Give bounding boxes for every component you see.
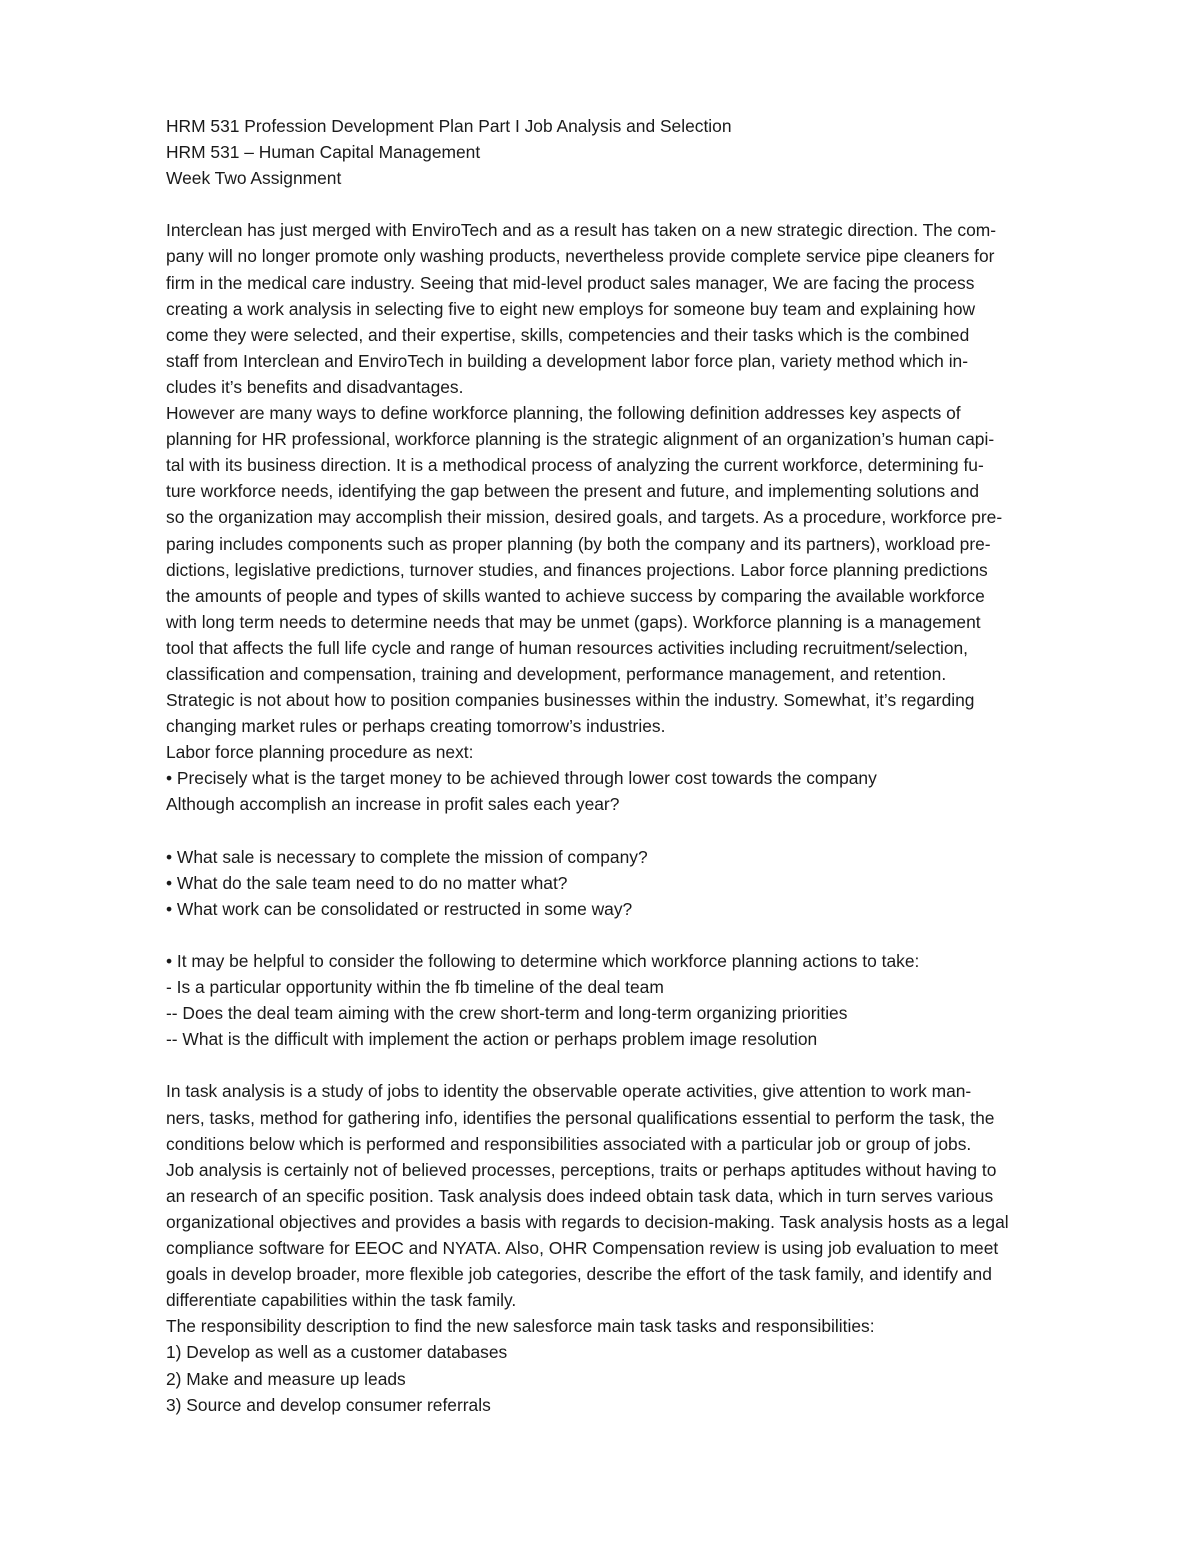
text-line: Labor force planning procedure as next: <box>166 742 474 763</box>
document-title: HRM 531 Profession Development Plan Part I Job Analysis and Selection <box>166 116 732 136</box>
numbered-item: 2) Make and measure up leads <box>166 1368 406 1389</box>
text-line: Job analysis is certainly not of believed processes, perceptions, traits or perhaps aptitudes without having to <box>166 1159 997 1180</box>
text-line: organizational objectives and provides a basis with regards to decision-making. Task analysis hosts as a legal <box>166 1211 1009 1232</box>
text-line: staff from Interclean and EnviroTech in building a development labor force plan, variety method which in- <box>166 350 969 371</box>
text-line: goals in develop broader, more flexible job categories, describe the effort of the task family, and identify and <box>166 1264 992 1285</box>
bullet-list-considerations <box>166 948 1116 1052</box>
document-body <box>166 113 1116 1418</box>
text-line: classification and compensation, training and development, performance management, and retention. <box>166 663 947 684</box>
paragraph-workforce-planning <box>166 400 1116 818</box>
paragraph-task-analysis <box>166 1078 1116 1417</box>
numbered-item: 1) Develop as well as a customer databases <box>166 1342 508 1363</box>
blank-line <box>166 818 1116 844</box>
text-line: cludes it’s benefits and disadvantages. <box>166 376 464 397</box>
text-line: The responsibility description to find the new salesforce main task tasks and responsibilities: <box>166 1316 875 1337</box>
text-line: conditions below which is performed and responsibilities associated with a particular job or group of jobs. <box>166 1133 972 1154</box>
text-line: come they were selected, and their expertise, skills, competencies and their tasks which is the combined <box>166 324 970 345</box>
text-line: • Precisely what is the target money to be achieved through lower cost towards the company <box>166 768 877 789</box>
text-line: dictions, legislative predictions, turnover studies, and finances projections. Labor force planning predictions <box>166 559 988 580</box>
text-line: so the organization may accomplish their mission, desired goals, and targets. As a procedure, workforce pre- <box>166 507 1003 528</box>
paragraph-intro <box>166 217 1116 400</box>
blank-line <box>166 922 1116 948</box>
text-line: pany will no longer promote only washing products, nevertheless provide complete service pipe cleaners for <box>166 246 995 267</box>
text-line: Although accomplish an increase in profit sales each year? <box>166 794 620 815</box>
text-line: tool that affects the full life cycle and range of human resources activities including recruitment/selection, <box>166 637 968 658</box>
list-item: • It may be helpful to consider the following to determine which workforce planning actions to take: <box>166 951 920 971</box>
list-item: -- What is the difficult with implement the action or perhaps problem image resolution <box>166 1029 818 1050</box>
list-item: -- Does the deal team aiming with the crew short-term and long-term organizing priorities <box>166 1003 848 1024</box>
text-line: tal with its business direction. It is a methodical process of analyzing the current workforce, determining fu- <box>166 455 984 476</box>
list-item: • What work can be consolidated or restructed in some way? <box>166 898 633 919</box>
text-line: paring includes components such as proper planning (by both the company and its partners), workload pre- <box>166 533 991 554</box>
text-line: ture workforce needs, identifying the gap between the present and future, and implementing solutions and <box>166 481 980 502</box>
text-line: creating a work analysis in selecting five to eight new employs for someone buy team and explaining how <box>166 298 976 319</box>
text-line: the amounts of people and types of skills wanted to achieve success by comparing the available workforce <box>166 585 985 606</box>
text-line: In task analysis is a study of jobs to identity the observable operate activities, give attention to work man- <box>166 1081 972 1102</box>
text-line: with long term needs to determine needs that may be unmet (gaps). Workforce planning is a management <box>166 611 981 632</box>
text-line: differentiate capabilities within the task family. <box>166 1290 517 1311</box>
text-line: an research of an specific position. Task analysis does indeed obtain task data, which in turn serves various <box>166 1185 994 1206</box>
text-line: Interclean has just merged with EnviroTech and as a result has taken on a new strategic direction. The com- <box>166 220 997 241</box>
bullet-list-questions <box>166 844 1116 922</box>
assignment-week: Week Two Assignment <box>166 168 342 189</box>
list-item: • What sale is necessary to complete the mission of company? <box>166 846 648 867</box>
text-line: compliance software for EEOC and NYATA. Also, OHR Compensation review is using job evaluation to meet <box>166 1238 999 1259</box>
blank-line <box>166 1052 1116 1078</box>
course-name: HRM 531 – Human Capital Management <box>166 142 481 163</box>
text-line: changing market rules or perhaps creating tomorrow’s industries. <box>166 716 666 737</box>
text-line: Strategic is not about how to position companies businesses within the industry. Somewhat, it’s regarding <box>166 690 975 711</box>
numbered-item: 3) Source and develop consumer referrals <box>166 1394 491 1415</box>
list-item: - Is a particular opportunity within the fb timeline of the deal team <box>166 977 664 998</box>
text-line: However are many ways to define workforce planning, the following definition addresses key aspects of <box>166 403 961 424</box>
blank-line <box>166 191 1116 217</box>
text-line: firm in the medical care industry. Seeing that mid-level product sales manager, We are facing the process <box>166 272 975 293</box>
text-line: planning for HR professional, workforce planning is the strategic alignment of an organization’s human capi- <box>166 429 995 450</box>
list-item: • What do the sale team need to do no matter what? <box>166 872 568 893</box>
text-line: ners, tasks, method for gathering info, identifies the personal qualifications essential to perform the task, the <box>166 1107 995 1128</box>
